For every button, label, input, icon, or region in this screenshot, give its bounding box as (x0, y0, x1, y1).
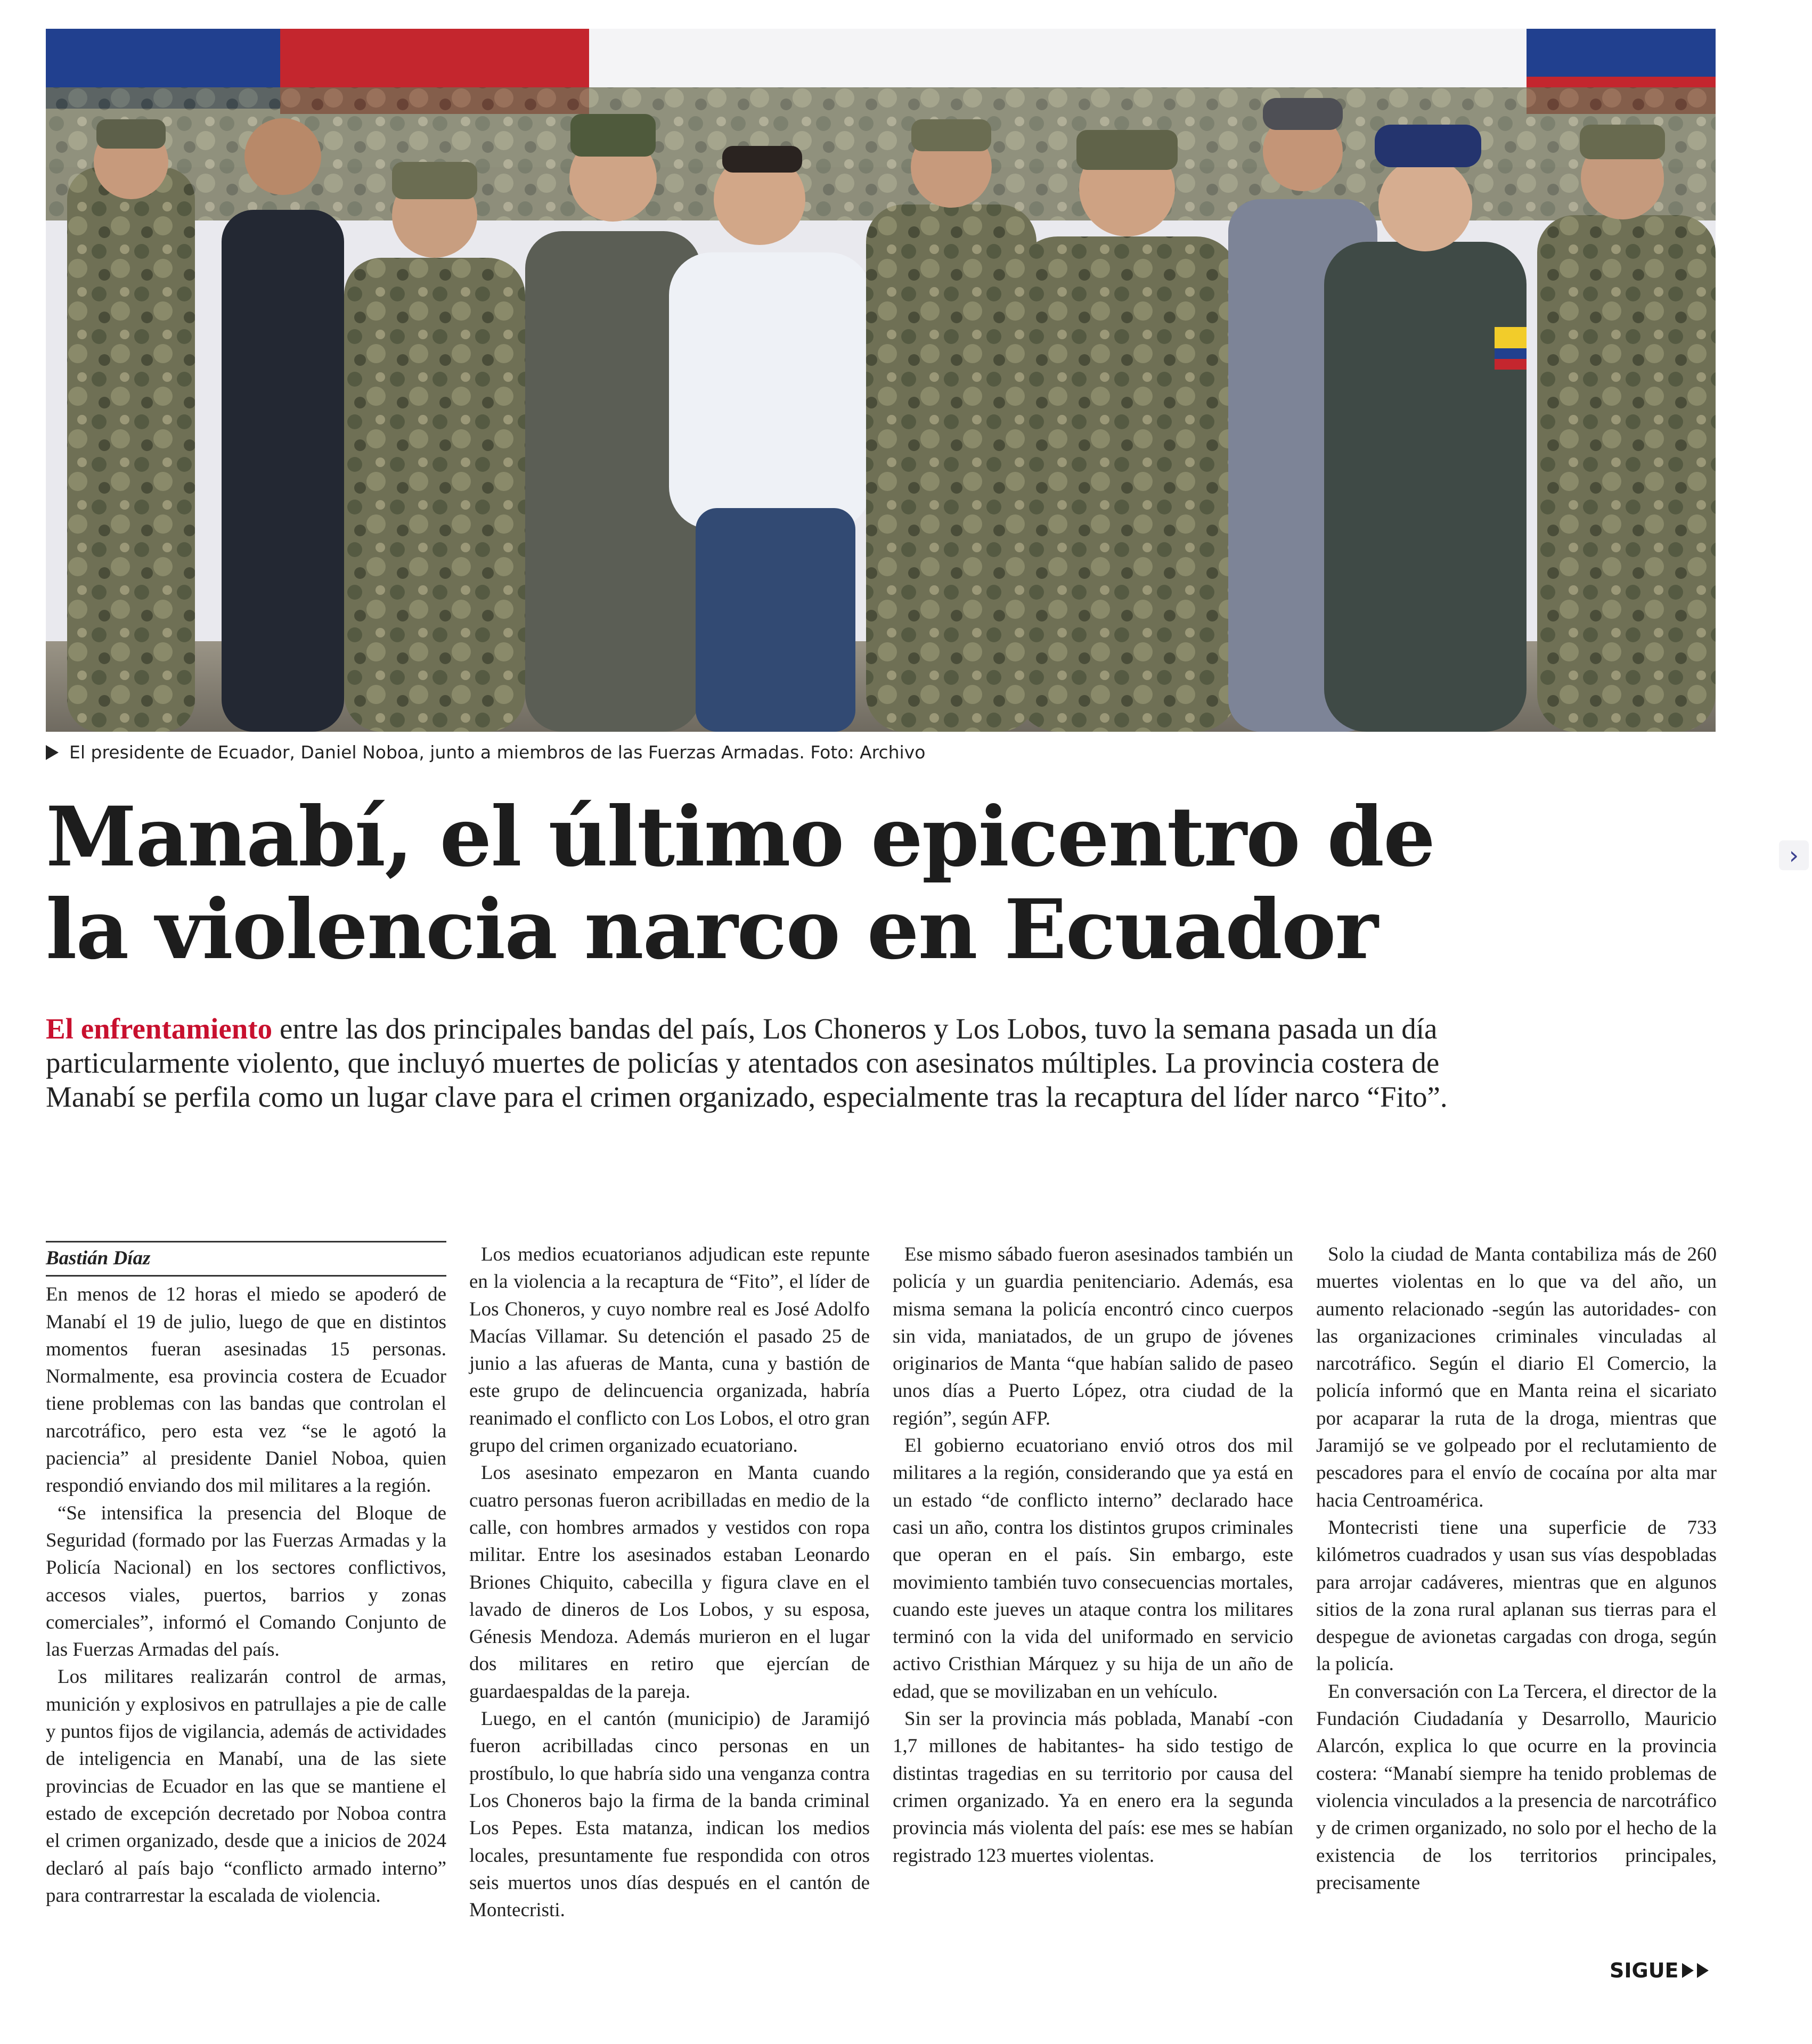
continue-label: SIGUE (1610, 1959, 1679, 1982)
paragraph: Montecristi tiene una superficie de 733 kilómetros cuadrados y usan sus vías despobladas para arrojar cadáveres, mientras que en algunos sitios de la zona rural aplanan sus tierras para el despegue de avionetas cargadas con droga, según la policía. (1316, 1516, 1717, 1675)
lead-paragraph (46, 1012, 1740, 1114)
play-icon (1697, 1963, 1709, 1978)
lead-highlight: El enfrentamiento (46, 1012, 273, 1045)
column-1 (46, 1241, 446, 1909)
lead-line-2: particularmente violento, que incluyó muertes de policías y atentados con asesinatos múltiples. La provincia costera de (46, 1046, 1440, 1079)
paragraph: Solo la ciudad de Manta contabiliza más de 260 muertes violentas en lo que va del año, un aumento relacionado -según las autoridades- con las organizaciones criminales vinculadas al narcotráfico. Según el diario El Comercio, la policía informó que en Manta reina el sicariato por acaparar la ruta de la droga, mientras que Jaramijó se ve golpeado por el reclutamiento de pescadores para el envío de cocaína por alta mar hacia Centroamérica. (1316, 1244, 1717, 1511)
paragraph: Ese mismo sábado fueron asesinados también un policía y un guardia penitenciario. Además, esa misma semana la policía encontró cinco cuerpos sin vida, maniatados, de un grupo de jóvenes originarios de Manta “que habían salido de paseo unos días a Puerto López, otra ciudad de la región”, según AFP. (893, 1244, 1293, 1429)
paragraph: “Se intensifica la presencia del Bloque de Seguridad (formado por las Fuerzas Armadas y la Policía Nacional) en los sectores conflictivos, accesos viales, puertos, barrios y zonas comerciales”, informó el Comando Conjunto de las Fuerzas Armadas del país. (46, 1502, 446, 1661)
caption-triangle-icon (46, 745, 59, 760)
article-body (46, 1241, 1718, 1981)
lead-line-1 (46, 1012, 1740, 1046)
paragraph: Los militares realizarán control de armas, munición y explosivos en patrullajes a pie de calle y puntos fijos de vigilancia, además de actividades de inteligencia en Manabí, una de las siete provincias de Ecuador en las que se mantiene el estado de excepción decretado por Noboa contra el crimen organizado, desde que a inicios de 2024 declaró al país bajo “conflicto armado interno” para contrarrestar la escalada de violencia. (46, 1666, 446, 1907)
column-3 (893, 1241, 1293, 1869)
paragraph: Los medios ecuatorianos adjudican este repunte en la violencia a la recaptura de “Fito”, el líder de Los Choneros, y cuyo nombre real es José Adolfo Macías Villamar. Su detención el pasado 25 de junio a las afueras de Manta, cuna y bastión de este grupo de delincuencia organizada, habría reanimado el conflicto con Los Lobos, el otro gran grupo del crimen organizado ecuatoriano. (469, 1244, 870, 1457)
paragraph: Sin ser la provincia más poblada, Manabí -con 1,7 millones de habitantes- ha sido testigo de distintas tragedias en su territorio por causa del crimen organizado. Ya en enero era la segunda provincia más violenta del país: ese mes se habían registrado 123 muertes violentas. (893, 1708, 1293, 1867)
headline-line-2: la violencia narco en Ecuador (46, 881, 1377, 978)
lead-line-3: Manabí se perfila como un lugar clave para el crimen organizado, especialmente tras la recaptura del líder narco “Fito”. (46, 1081, 1448, 1113)
headline-line-1: Manabí, el último epicentro de (46, 789, 1435, 885)
column-2 (469, 1241, 870, 1924)
badge-icon (1495, 327, 1527, 370)
headline (46, 791, 1590, 976)
paragraph: En menos de 12 horas el miedo se apoderó de Manabí el 19 de julio, luego de que en distintos momentos fueran asesinadas 15 personas. Normalmente, esa provincia costera de Ecuador tiene problemas con las bandas que controlan el narcotráfico, pero esta vez “se le agotó la paciencia” al presidente Daniel Noboa, quien respondió enviando dos mil militares a la región. (46, 1283, 446, 1497)
byline: Bastián Díaz (46, 1241, 446, 1277)
caption-text: El presidente de Ecuador, Daniel Noboa, junto a miembros de las Fuerzas Armadas. Foto: Archivo (69, 742, 926, 763)
column-4 (1316, 1241, 1717, 1896)
paragraph: En conversación con La Tercera, el director de la Fundación Ciudadanía y Desarrollo, Mauricio Alarcón, explica lo que ocurre en la provincia costera: “Manabí siempre ha tenido problemas de violencia vinculados a la presencia de narcotráfico y de crimen organizado, no solo por el hecho de la existencia de los territorios principales, precisamente (1316, 1680, 1717, 1894)
photo-illustration (46, 29, 1716, 732)
lead-line-1-text: entre las dos principales bandas del país, Los Choneros y Los Lobos, tuvo la semana pasada un día (272, 1012, 1438, 1045)
chevron-right-icon[interactable]: › (1779, 840, 1809, 870)
play-icon (1682, 1963, 1694, 1978)
lead-photo (46, 29, 1716, 732)
paragraph: Los asesinato empezaron en Manta cuando cuatro personas fueron acribilladas en medio de la calle, con hombres armados y vestidos con ropa militar. Entre los asesinados estaban Leonardo Briones Chiquito, cabecilla y figura clave en el lavado de dineros de Los Lobos, y su esposa, Génesis Mendoza. Además murieron en el lugar dos militares en retiro que ejercían de guardaespaldas de la pareja. (469, 1462, 870, 1703)
photo-caption (46, 742, 1716, 763)
paragraph: El gobierno ecuatoriano envió otros dos mil militares a la región, considerando que ya está en un estado “de conflicto interno” declarado hace casi un año, contra los distintos grupos criminales que operan en el país. Sin embargo, este movimiento también tuvo consecuencias mortales, cuando este jueves un ataque contra los militares terminó con la vida del uniformado en servicio activo Cristhian Márquez y su hija de un año de edad, que se movilizaban en un vehículo. (893, 1435, 1293, 1703)
continue-marker (1610, 1959, 1709, 1982)
paragraph: Luego, en el cantón (municipio) de Jaramijó fueron acribilladas cinco personas en un prostíbulo, lo que habría sido una venganza contra Los Choneros bajo la firma de la banda criminal Los Pepes. Esta matanza, indican los medios locales, presuntamente fue respondida con otros seis muertos unos días después en el cantón de Montecristi. (469, 1708, 870, 1922)
